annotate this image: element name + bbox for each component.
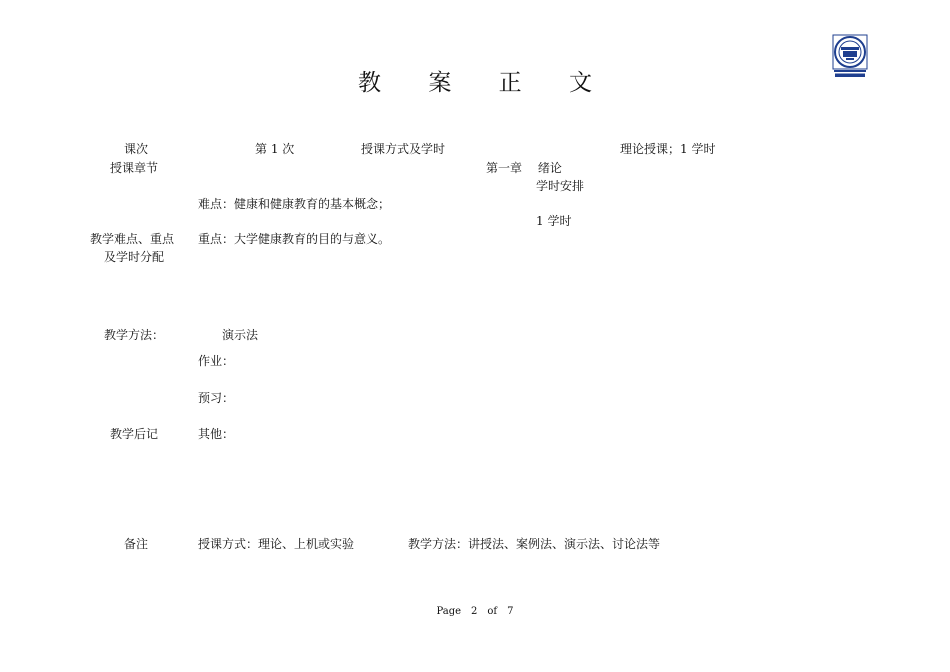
homework-field: 作业： xyxy=(198,354,235,368)
notes-label: 备注 xyxy=(124,537,149,551)
lesson-number-value: 第 1 次 xyxy=(255,142,295,156)
key-point-text: 重点：大学健康教育的目的与意义。 xyxy=(198,232,391,246)
teaching-method-label: 教学方法： xyxy=(104,328,165,342)
page-number: Page 2 of 7 xyxy=(436,606,514,617)
institute-logo-icon xyxy=(832,34,868,78)
postscript-label: 教学后记 xyxy=(110,427,159,441)
hours-arrangement-label: 学时安排 xyxy=(536,179,585,193)
other-field: 其他： xyxy=(198,427,235,441)
hours-arrangement-value: 1 学时 xyxy=(536,214,572,228)
teaching-mode-label: 授课方式及学时 xyxy=(361,142,446,156)
lesson-number-label: 课次 xyxy=(124,142,149,156)
teaching-mode-value: 理论授课；1 学时 xyxy=(620,142,716,156)
chapter-value: 第一章 绪论 xyxy=(486,161,562,175)
notes-method-text: 教学方法：讲授法、案例法、演示法、讨论法等 xyxy=(408,537,661,551)
preview-field: 预习： xyxy=(198,391,235,405)
difficulty-keypoint-label-line2: 及学时分配 xyxy=(104,250,165,264)
page-title: 教 案 正 文 xyxy=(358,70,612,96)
difficulty-keypoint-label-line1: 教学难点、重点 xyxy=(90,232,175,246)
chapter-label: 授课章节 xyxy=(110,161,159,175)
notes-mode-text: 授课方式：理论、上机或实验 xyxy=(198,537,355,551)
difficulty-text: 难点：健康和健康教育的基本概念； xyxy=(198,197,391,211)
teaching-method-value: 演示法 xyxy=(222,328,259,342)
